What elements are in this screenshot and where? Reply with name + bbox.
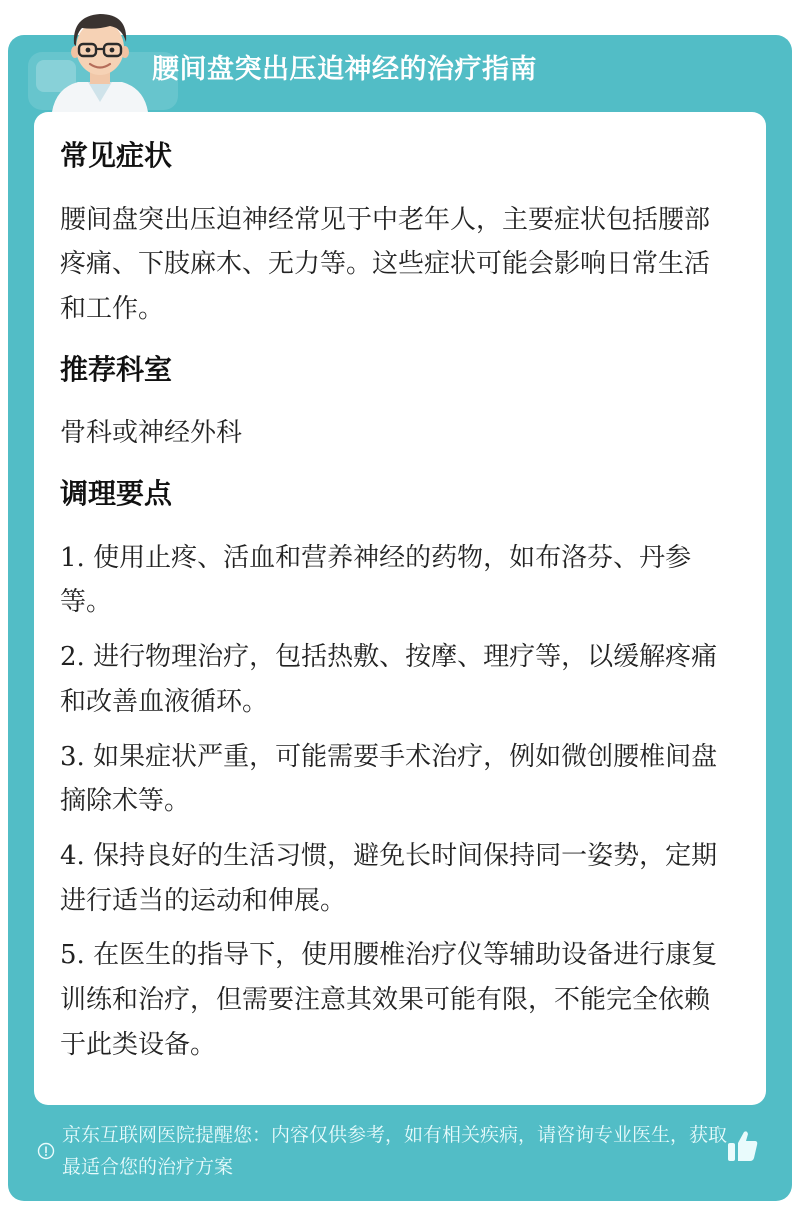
disclaimer-text: 京东互联网医院提醒您：内容仅供参考，如有相关疾病，请咨询专业医生，获取最适合您的治疗方案 [62,1124,728,1178]
care-item-text: 保持良好的生活习惯，避免长时间保持同一姿势，定期进行适当的运动和伸展。 [60,840,718,916]
care-item-text: 使用止疼、活血和营养神经的药物，如布洛芬、丹参等。 [60,542,692,618]
care-item [60,933,730,1067]
section-heading-care: 调理要点 [60,477,173,511]
section-heading-symptoms: 常见症状 [60,139,173,172]
section-heading-department: 推荐科室 [60,352,173,386]
care-item-number: 5. [60,940,85,971]
article-content [60,132,730,1078]
symptoms-text: 腰间盘突出压迫神经常见于中老年人，主要症状包括腰部疼痛、下肢麻木、无力等。这些症状可能会影响日常生活和工作。 [60,204,711,325]
care-item-number: 2. [60,642,85,673]
care-item-text: 如果症状严重，可能需要手术治疗，例如微创腰椎间盘摘除术等。 [60,741,718,817]
content-card [34,112,766,1105]
care-item-text: 在医生的指导下，使用腰椎治疗仪等辅助设备进行康复训练和治疗，但需要注意其效果可能有限，不能完全依赖于此类设备。 [60,940,718,1060]
thumbs-up-icon[interactable] [726,1128,760,1164]
care-item [60,735,730,824]
care-item-number: 4. [60,840,85,871]
info-icon [37,1142,55,1160]
care-item [60,834,730,923]
doctor-avatar [48,4,152,112]
care-item-text: 进行物理治疗，包括热敷、按摩、理疗等，以缓解疼痛和改善血液循环。 [60,642,718,717]
care-item-number: 3. [60,741,85,772]
care-item-number: 1. [60,542,85,573]
care-item [60,536,730,625]
care-item [60,635,730,724]
page-title: 腰间盘突出压迫神经的治疗指南 [152,54,537,85]
department-text: 骨科或神经外科 [60,418,243,449]
